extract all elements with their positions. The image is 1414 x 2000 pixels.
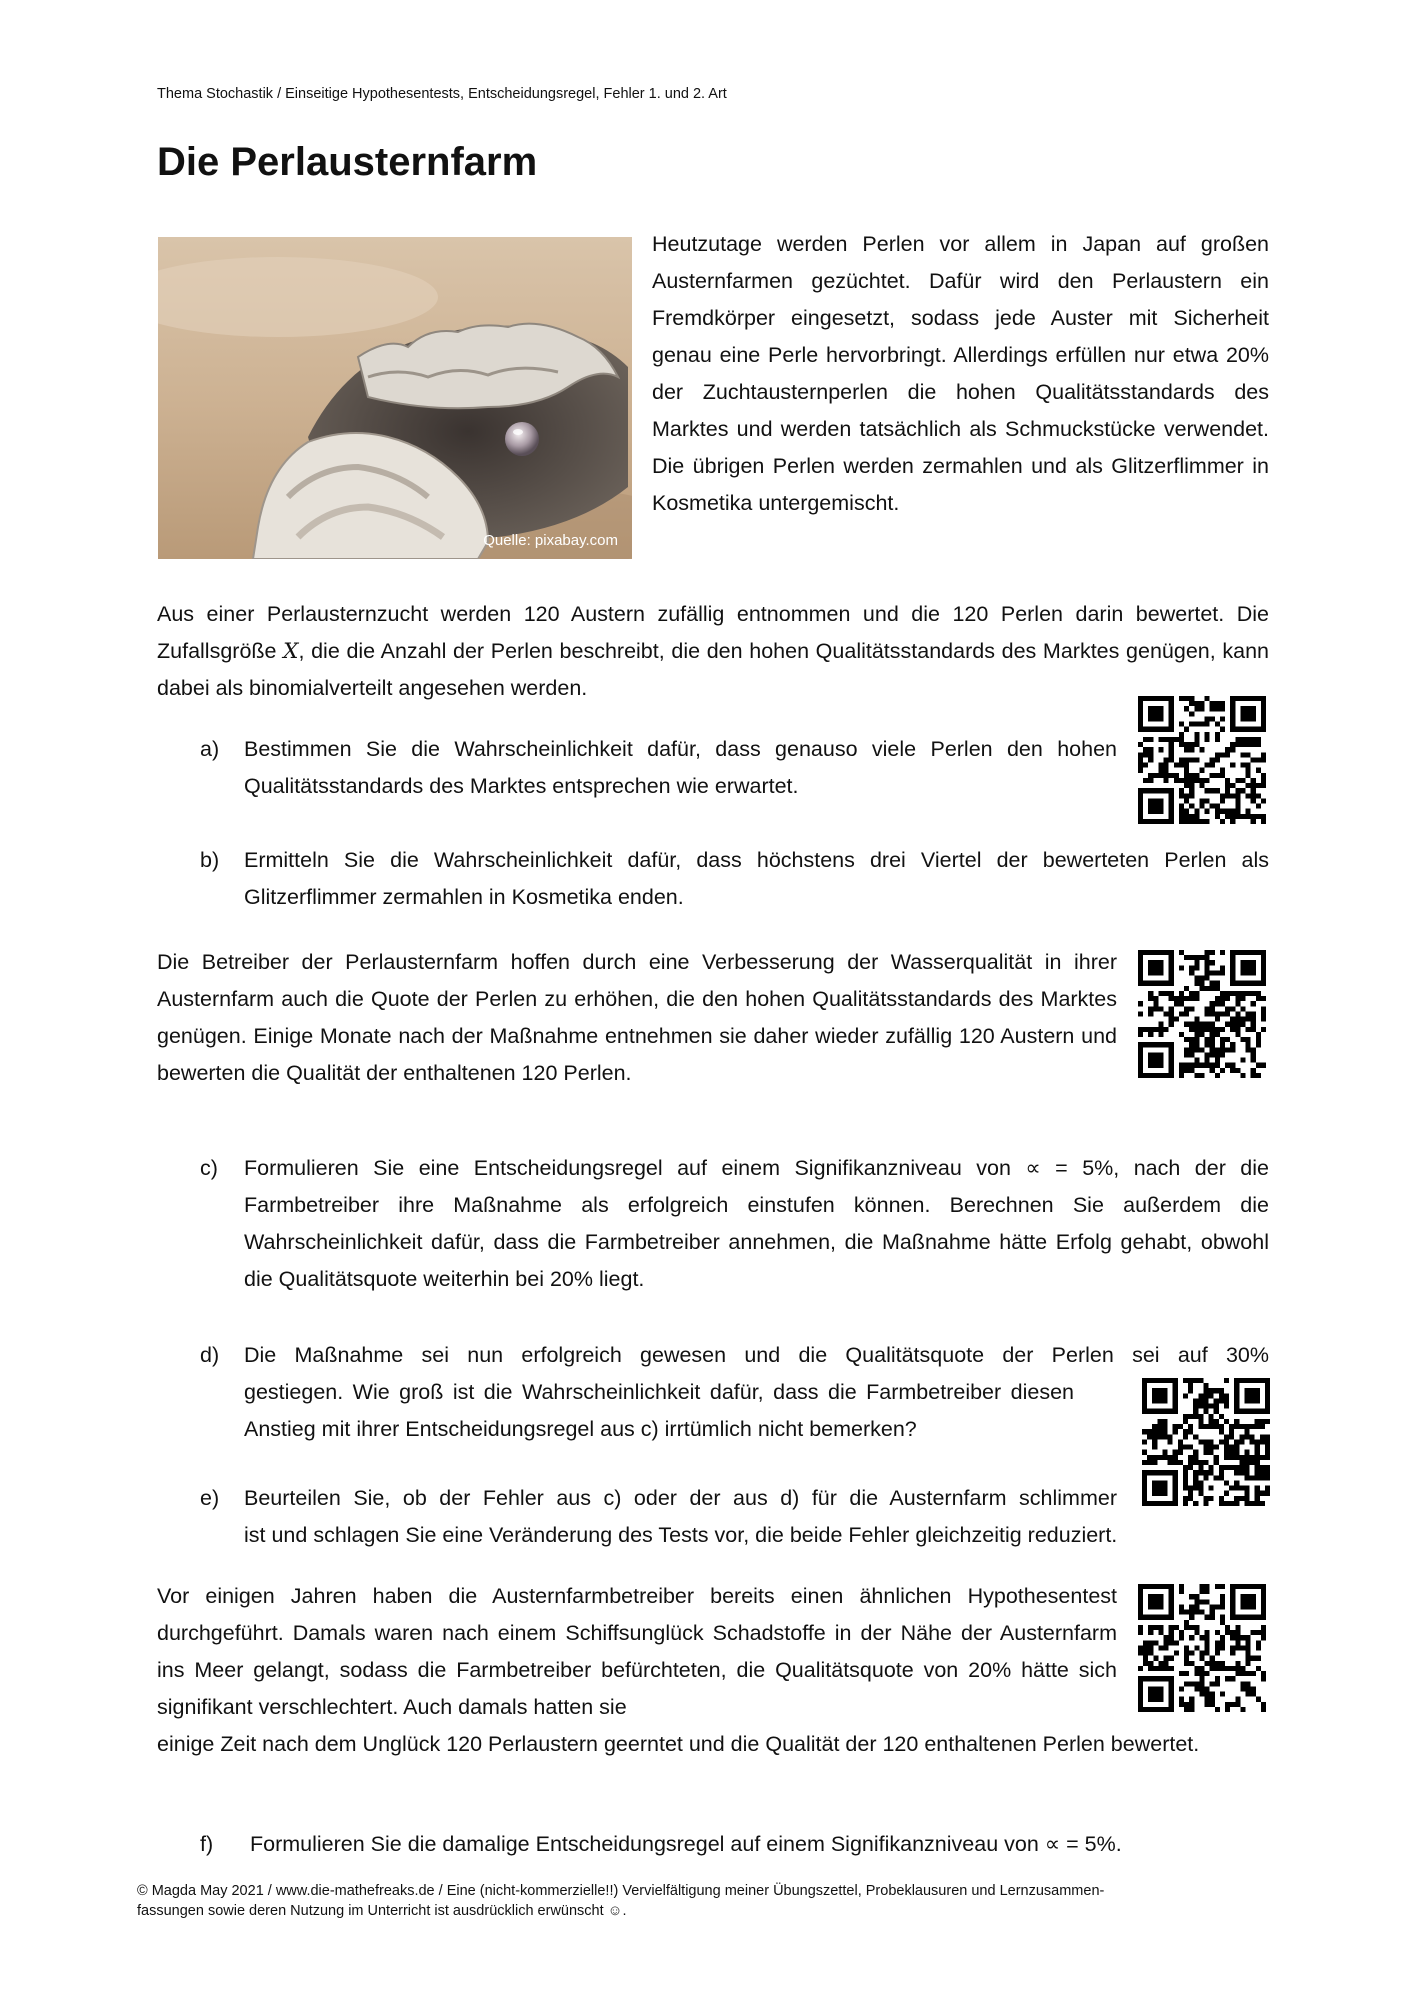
section-3-part2: einige Zeit nach dem Unglück 120 Perlaustern geerntet und die Qualität der 120 enthaltenen Perlen bewertet. — [157, 1732, 1200, 1756]
random-variable: X — [283, 639, 299, 664]
topic-header: Thema Stochastik / Einseitige Hypothesentests, Entscheidungsregel, Fehler 1. und 2. Art — [157, 86, 727, 102]
section-1-text-after: , die die Anzahl der Perlen beschreibt, die den hohen Qualitätsstandards des Marktes genügen, kann dabei als binomialverteilt angesehen werden. — [157, 639, 1269, 700]
task-b — [200, 842, 1269, 918]
section-1-paragraph — [157, 596, 1269, 707]
task-d-text — [244, 1337, 1269, 1448]
page-title: Die Perlausternfarm — [157, 140, 538, 184]
task-a-label: a) — [200, 737, 220, 761]
section-3-part1: Vor einigen Jahren haben die Austernfarmbetreiber bereits einen ähnlichen Hypothesentest durchgeführt. Damals waren nach einem Schiffsunglück Schadstoffe in der Nähe der Austernfarm ins Meer gelangt, sodass die Farmbetreiber befürchteten, die Qualitätsquote von 20% hätte sich signifikant verschlechtert. Auch damals hatten sie — [157, 1584, 1117, 1719]
section-1-text-before: Aus einer Perlausternzucht werden 120 Austern zufällig entnommen und die 120 Perlen darin bewertet. Die Zufallsgröße — [157, 602, 1269, 663]
qr-code-a-image — [1138, 696, 1266, 824]
task-d-line1: Die Maßnahme sei nun erfolgreich gewesen und die Qualitätsquote der Perlen sei auf 30% — [244, 1343, 1269, 1367]
intro-paragraph: Heutzutage werden Perlen vor allem in Japan auf großen Austernfarmen gezüchtet. Dafür wird den Perlaustern ein Fremdkörper eingesetzt, sodass jede Auster mit Sicherheit genau eine Perle hervorbringt. Allerdings erfüllen nur etwa 20% der Zuchtausternperlen die hohen Qualitätsstandards des Marktes und werden tatsächlich als Schmuckstücke verwendet. Die übrigen Perlen werden zermahlen und als Glitzerflimmer in Kosmetika untergemischt. — [652, 232, 1269, 515]
task-d-rest: gestiegen. Wie groß ist die Wahrscheinlichkeit dafür, dass die Farmbetreiber diesen Anstieg mit ihrer Entscheidungsregel aus c) irrtümlich nicht bemerken? — [244, 1380, 1074, 1441]
task-d — [200, 1337, 1269, 1451]
qr-code-icon[interactable] — [1138, 950, 1266, 1083]
qr-code-c-image — [1142, 1378, 1270, 1506]
footer-line-2: fassungen sowie deren Nutzung im Unterricht ist ausdrücklich erwünscht ☺. — [137, 1903, 627, 1919]
footer — [137, 1881, 1297, 1921]
qr-code-icon[interactable] — [1138, 1584, 1266, 1717]
task-e — [200, 1480, 1269, 1556]
task-a-text: Bestimmen Sie die Wahrscheinlichkeit dafür, dass genauso viele Perlen den hohen Qualitätsstandards des Marktes entsprechen wie erwartet. — [244, 737, 1117, 798]
oyster-photo — [158, 237, 632, 559]
qr-code-b-image — [1138, 950, 1266, 1078]
image-credit: Quelle: pixabay.com — [483, 532, 618, 549]
task-e-line2: ist und schlagen Sie eine Veränderung des Tests vor, die beide Fehler gleichzeitig reduziert. — [244, 1523, 1118, 1547]
task-b-label: b) — [200, 848, 220, 872]
task-d-label: d) — [200, 1343, 220, 1367]
footer-line-1: © Magda May 2021 / www.die-mathefreaks.de / Eine (nicht-kommerzielle!!) Vervielfältigung meiner Übungszettel, Probeklausuren und Lernzusammen- — [137, 1883, 1105, 1899]
task-e-line1: Beurteilen Sie, ob der Fehler aus c) oder der aus d) für die Austernfarm schlimmer — [244, 1486, 1117, 1510]
qr-code-d-image — [1138, 1584, 1266, 1712]
qr-code-icon[interactable] — [1138, 696, 1266, 829]
task-f-label: f) — [200, 1832, 214, 1856]
task-f — [200, 1826, 1269, 1864]
section-2-paragraph: Die Betreiber der Perlausternfarm hoffen durch eine Verbesserung der Wasserqualität in ihrer Austernfarm auch die Quote der Perlen zu erhöhen, die den hohen Qualitätsstandards des Marktes genügen. Einige Monate nach der Maßnahme entnehmen sie daher wieder zufällig 120 Austern und bewerten die Qualität der enthaltenen 120 Perlen. — [157, 950, 1117, 1085]
section-3-paragraph — [157, 1578, 1269, 1763]
task-a — [200, 731, 1117, 807]
task-e-text — [244, 1480, 1269, 1554]
oyster-photo-image — [158, 237, 632, 559]
task-f-text: Formulieren Sie die damalige Entscheidungsregel auf einem Signifikanzniveau von ∝ = 5%. — [250, 1832, 1122, 1856]
task-e-label: e) — [200, 1486, 220, 1510]
task-c-label: c) — [200, 1156, 218, 1180]
task-c — [200, 1150, 1269, 1300]
task-b-text: Ermitteln Sie die Wahrscheinlichkeit dafür, dass höchstens drei Viertel der bewerteten Perlen als Glitzerflimmer zermahlen in Kosmetika enden. — [244, 848, 1269, 909]
qr-code-icon[interactable] — [1142, 1378, 1270, 1511]
task-c-text: Formulieren Sie eine Entscheidungsregel auf einem Signifikanzniveau von ∝ = 5%, nach der die Farmbetreiber ihre Maßnahme als erfolgreich einstufen können. Berechnen Sie außerdem die Wahrscheinlichkeit dafür, dass die Farmbetreiber annehmen, die Maßnahme hätte Erfolg gehabt, obwohl die Qualitätsquote weiterhin bei 20% liegt. — [244, 1156, 1269, 1291]
